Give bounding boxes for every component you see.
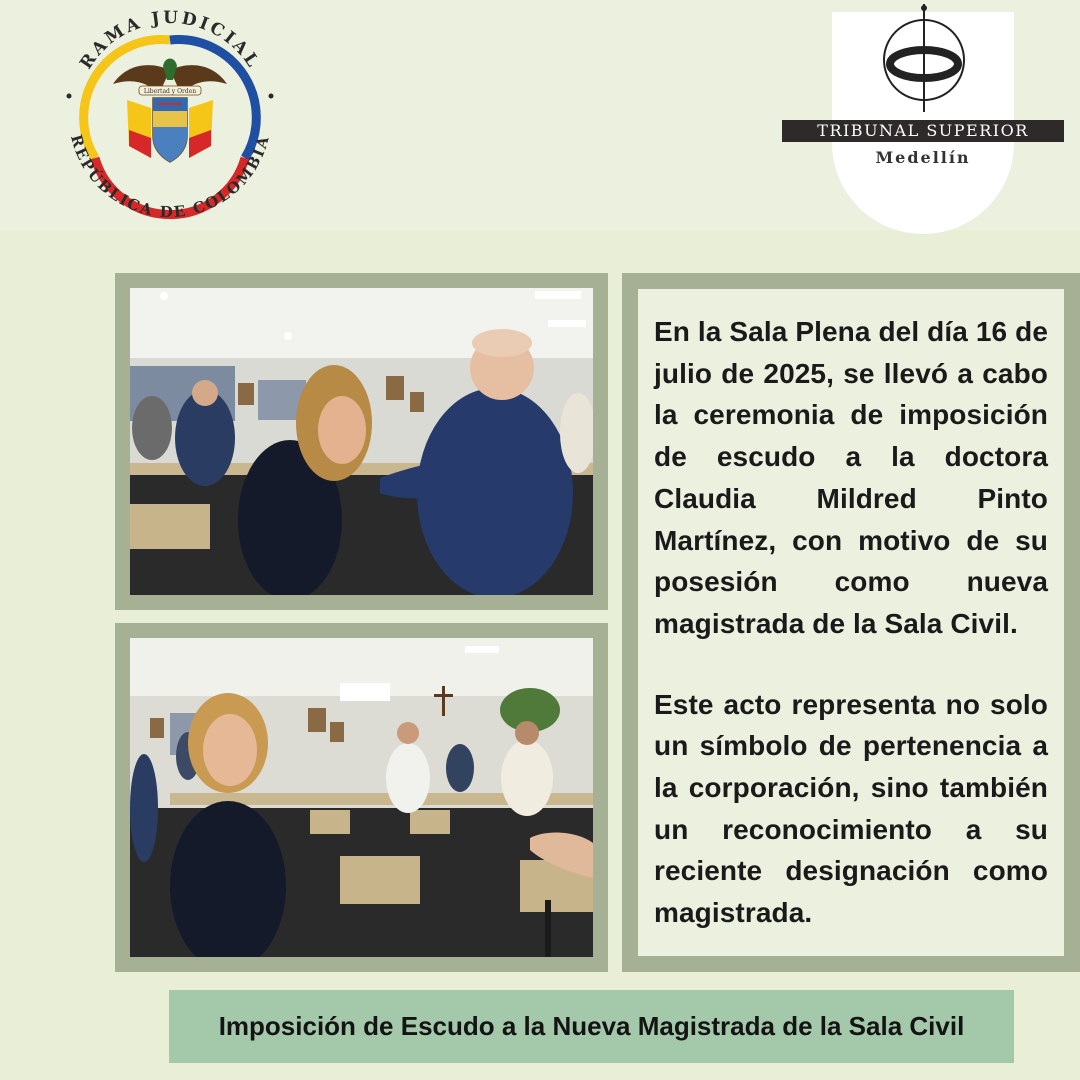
article-body: [638, 289, 1064, 956]
caption-banner: [169, 990, 1014, 1063]
caption-text: Imposición de Escudo a la Nueva Magistrada de la Sala Civil: [218, 1011, 965, 1041]
photo-pinning-image: [130, 288, 593, 595]
tribunal-title: TRIBUNAL SUPERIOR: [817, 121, 1029, 140]
svg-text:Libertad y Orden: Libertad y Orden: [143, 88, 197, 95]
article-paragraph-1: En la Sala Plena del día 16 de julio de 2025, se llevó a cabo la ceremonia de imposición de escudo a la doctora Claudia Mildred Pinto Martínez, con motivo de su posesión como nueva magistrada de la Sala Civil.: [654, 316, 1048, 639]
tribunal-city: Medellín: [875, 148, 971, 167]
article-panel: [622, 273, 1080, 972]
svg-text:REPÚBLICA DE COLOMBIA: REPÚBLICA DE COLOMBIA: [66, 132, 274, 222]
rama-judicial-seal: [55, 8, 285, 233]
ceremony-photo-applause: [115, 623, 608, 972]
photo-applause-image: [130, 638, 593, 957]
article-paragraph-2: Este acto representa no solo un símbolo de pertenencia a la corporación, sino también un reconocimiento a su reciente designación como magistrada.: [654, 688, 1048, 929]
tribunal-emblem-icon: [876, 2, 972, 114]
tribunal-superior-logo: [817, 12, 1029, 234]
ceremony-photo-pinning: [115, 273, 608, 610]
svg-text:RAMA JUDICIAL: RAMA JUDICIAL: [76, 8, 264, 74]
